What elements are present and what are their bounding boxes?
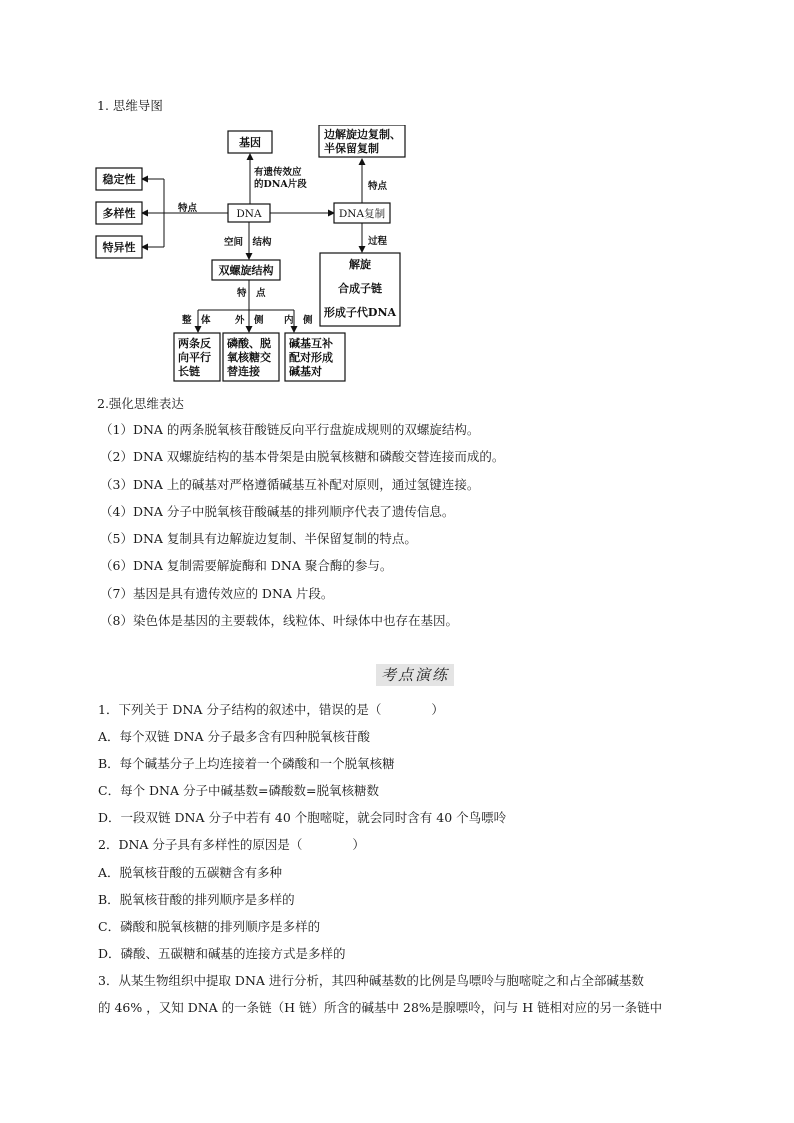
replication-trait-1: 边解旋边复制、 xyxy=(324,128,401,141)
dna-mind-map xyxy=(94,125,424,387)
gene-link-label-2: 的DNA片段 xyxy=(254,179,307,190)
summary-section-title: 2.强化思维表达 xyxy=(97,396,184,411)
summary-point: （7）基因是具有遗传效应的 DNA 片段。 xyxy=(100,585,334,601)
question-3-line-2: 的 46% ，又知 DNA 的一条链（H 链）所含的碱基中 28%是腺嘌呤，问与 H 链相对应的另一条链中 xyxy=(98,1000,663,1016)
gene-link-label-1: 有遗传效应 xyxy=(254,167,302,178)
helix-feature-label: 特 点 xyxy=(237,288,266,299)
summary-point: （2）DNA 双螺旋结构的基本骨架是由脱氧核糖和磷酸交替连接而成的。 xyxy=(100,449,505,465)
replication-feature-label: 特点 xyxy=(368,181,388,192)
summary-point: （4）DNA 分子中脱氧核苷酸碱基的排列顺序代表了遗传信息。 xyxy=(100,503,455,519)
dna-feature-label: 特点 xyxy=(178,203,198,214)
branch-label-whole: 整 体 xyxy=(182,315,211,326)
process-label: 过程 xyxy=(368,236,388,247)
question-2-option-d: D．磷酸、五碳糖和碱基的连接方式是多样的 xyxy=(98,945,346,961)
specificity-text: 特异性 xyxy=(102,241,136,254)
question-1-option-c: C．每个 DNA 分子中碱基数=磷酸数=脱氧核糖数 xyxy=(98,783,379,799)
summary-points xyxy=(100,416,504,634)
diversity-text: 多样性 xyxy=(102,207,136,220)
outside-line-1: 磷酸、脱 xyxy=(227,337,271,350)
summary-point: （3）DNA 上的碱基对严格遵循碱基互补配对原则，通过氢键连接。 xyxy=(100,476,480,492)
whole-line-2: 向平行 xyxy=(178,351,211,364)
outside-line-2: 氧核糖交 xyxy=(227,351,271,364)
inside-line-2: 配对形成 xyxy=(289,351,333,364)
process-step-2: 合成子链 xyxy=(338,282,382,295)
summary-point: （6）DNA 复制需要解旋酶和 DNA 聚合酶的参与。 xyxy=(100,558,393,574)
question-2-option-a: A．脱氧核苷酸的五碳糖含有多种 xyxy=(98,864,283,880)
whole-line-3: 长链 xyxy=(178,365,200,378)
gene-text: 基因 xyxy=(239,136,261,149)
inside-line-1: 碱基互补 xyxy=(289,337,333,350)
question-1-option-d: D．一段双链 DNA 分子中若有 40 个胞嘧啶，就会同时含有 40 个鸟嘌呤 xyxy=(98,810,507,826)
stability-text: 稳定性 xyxy=(102,173,136,186)
dna-text: DNA xyxy=(236,208,262,220)
summary-point: （8）染色体是基因的主要载体，线粒体、叶绿体中也存在基因。 xyxy=(100,613,458,629)
mindmap-section-title: 1. 思维导图 xyxy=(97,98,163,113)
question-1-stem: 1．下列关于 DNA 分子结构的叙述中，错误的是（ ） xyxy=(98,702,444,717)
space-structure-label: 空间 结构 xyxy=(224,237,272,248)
replication-trait-2: 半保留复制 xyxy=(324,142,379,155)
question-2-option-c: C．磷酸和脱氧核糖的排列顺序是多样的 xyxy=(98,918,321,934)
summary-point: （5）DNA 复制具有边解旋边复制、半保留复制的特点。 xyxy=(100,531,417,547)
replication-text: DNA复制 xyxy=(338,208,386,220)
question-2-stem: 2．DNA 分子具有多样性的原因是（ ） xyxy=(98,837,365,853)
exercise-banner: 考点演练 xyxy=(376,664,454,686)
branch-label-outside: 外 侧 xyxy=(235,315,264,326)
question-1-option-a: A．每个双链 DNA 分子最多含有四种脱氧核苷酸 xyxy=(98,729,370,745)
branch-label-inside: 内 侧 xyxy=(284,315,313,326)
process-step-1: 解旋 xyxy=(349,258,371,271)
exercise-questions xyxy=(98,696,662,1021)
question-1-option-b: B．每个碱基分子上均连接着一个磷酸和一个脱氧核糖 xyxy=(98,756,395,772)
summary-point: （1）DNA 的两条脱氧核苷酸链反向平行盘旋成规则的双螺旋结构。 xyxy=(100,422,480,437)
question-3-line-1: 3．从某生物组织中提取 DNA 进行分析，其四种碱基数的比例是鸟嘌呤与胞嘧啶之和占全部碱基数 xyxy=(98,972,644,988)
question-2-option-b: B．脱氧核苷酸的排列顺序是多样的 xyxy=(98,891,295,907)
inside-line-3: 碱基对 xyxy=(289,365,322,378)
process-step-3: 形成子代DNA xyxy=(323,306,397,319)
double-helix-text: 双螺旋结构 xyxy=(218,264,274,277)
outside-line-3: 替连接 xyxy=(227,365,260,378)
whole-line-1: 两条反 xyxy=(178,337,211,350)
